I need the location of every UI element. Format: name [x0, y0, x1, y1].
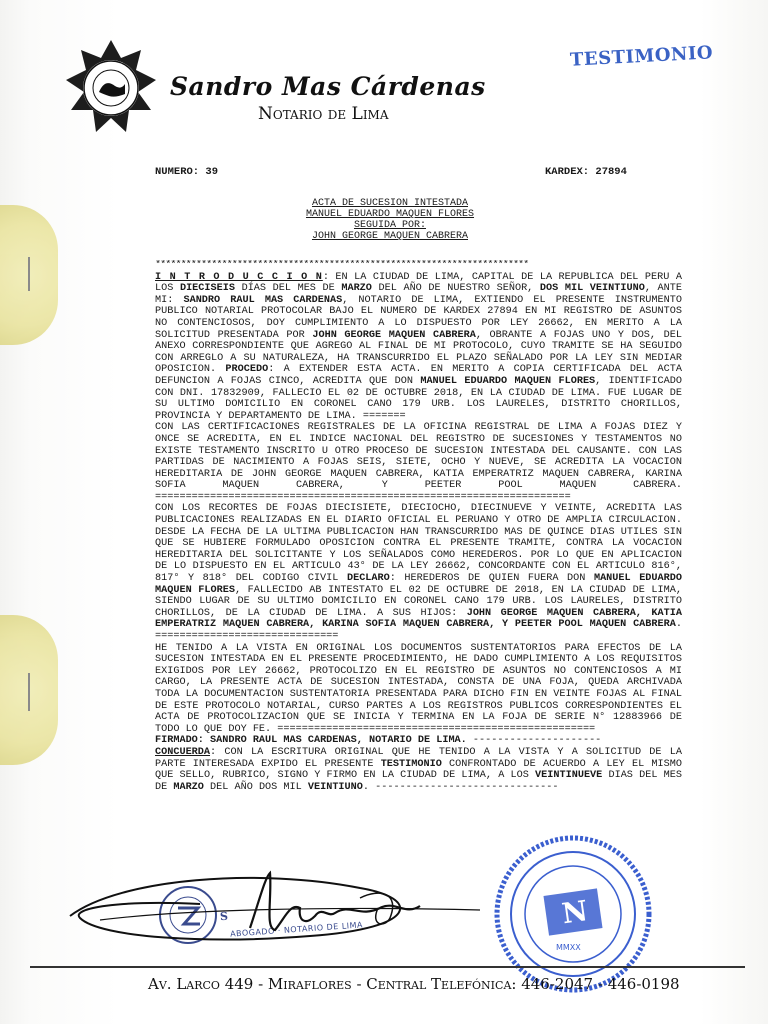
text-run: VEINTIUNO	[307, 781, 363, 793]
title-line: MANUEL EDUARDO MAQUEN FLORES	[305, 209, 475, 220]
paragraph-documentos: HE TENIDO A LA VISTA EN ORIGINAL LOS DOCUMENTOS SUSTENTATORIOS PARA EFECTOS DE LA SUCESION INTESTADA EN EL PRESENTE PROCEDIMIENTO, HE DADO CUMPLIMIENTO A LOS REQUISITOS EXIGIDOS POR LEY 26662, PROTOCOLIZO EN EL REGISTRO DE ASUNTOS NO CONTENCIOSOS A MI CARGO, LA PRESENTE ACTA DE SUCESION INTESTADA, CONSTA DE UNA FOJA, QUEDA ARCHIVADA TODA LA DOCUMENTACION SUSTENTATORIA PRESENTADA PARA DICHO FIN EN VEINTE FOJAS AL FINAL DE ESTE PROTOCOLO NOTARIAL, CURSO PARTES A LOS REGISTROS PUBLICOS CORRESPONDIENTES EL ACTA DE PROTOCOLIZACION QUE SE INICIA Y TERMINA EN LA FOJA DE SERIE N° 12883966 DE TODO LO QUE DOY FE. ====================================================	[155, 642, 682, 735]
footer-address: Av. Larco 449 - Miraflores - Central Telefónica: 446-2047 - 446-0198	[148, 975, 680, 993]
text-run: : EN LA CIUDAD DE LIMA, CAPITAL DE LA REPUBLICA DEL PERU A LOS	[155, 271, 682, 295]
document-title	[240, 198, 540, 242]
text-run: , ANTE MI:	[155, 283, 682, 306]
footer-divider	[30, 966, 745, 968]
text-run: : A EXTENDER ESTA ACTA. EN MERITO A COPIA CERTIFICADA DEL ACTA DEFUNCION A FOJAS CINCO, ACREDITA QUE DON	[155, 364, 683, 387]
paragraph-declaro	[155, 503, 682, 642]
text-run: FIRMADO: SANDRO RAUL MAS CARDENAS, NOTARIO DE LIMA.	[155, 735, 467, 747]
text-run: , IDENTIFICADO CON DNI. 17832909, FALLECIO EL 02 DE OCTUBRE 2018, EN LA CIUDAD DE LIMA. FUE LUGAR DE SU ULTIMO DOMICILIO EN CORONEL CANO 179 URB. LOS LAURELES, DISTRITO CHORILLOS, PROVINCIA Y DEPARTAMENTO DE LIMA. =======	[155, 375, 682, 422]
text-run: DEL AÑO DOS MIL	[203, 781, 308, 793]
text-run: , FALLECIDO AB INTESTATO EL 02 DE OCTUBRE DE 2018, EN LA CIUDAD DE LIMA, SIENDO LUGAR DE SU ULTIMO DOMICILIO EN CORONEL CANO 179 URB. LOS LAURELES, DISTRITO CHORILLOS, DE LA CIUDAD DE LIMA. A SUS HIJOS:	[155, 584, 682, 619]
title-line: JOHN GEORGE MAQUEN CABRERA	[311, 231, 469, 242]
intro-label: I N T R O D U C C I O N	[155, 271, 323, 283]
text-run: MARZO	[341, 283, 372, 295]
notary-name: Sandro Mas Cárdenas	[170, 72, 486, 101]
title-line: ACTA DE SUCESION INTESTADA	[311, 198, 469, 209]
title-line: SEGUIDA POR:	[353, 220, 426, 231]
svg-text:N: N	[559, 894, 590, 931]
text-run: MANUEL EDUARDO MAQUEN FLORES	[155, 573, 682, 596]
text-run: VEINTINUEVE	[535, 770, 603, 782]
paragraph-certificaciones: CON LAS CERTIFICACIONES REGISTRALES DE LA OFICINA REGISTRAL DE LIMA A FOJAS DIEZ Y ONCE SE ACREDITA, EN EL INDICE NACIONAL DEL REGISTRO DE SUCESIONES Y TESTAMENTOS NO EXISTE TESTAMENTO INSCRITO U OTRO PROCESO DE SUCESION INTESTADA DEL CAUSANTE. CON LAS PARTIDAS DE NACIMIENTO A FOJAS SEIS, SIETE, OCHO Y NUEVE, SE ACREDITA LA VOCACION HEREDITARIA DE JOHN GEORGE MAQUEN CABRERA, KATIA EMPERATRIZ MAQUEN CABRERA, KARINA SOFIA MAQUEN CABRERA, Y PEETER POOL MAQUEN CABRERA. ====================================================================	[155, 422, 682, 503]
text-run: TESTIMONIO	[380, 758, 442, 770]
text-run: , NOTARIO DE LIMA, EXTIENDO EL PRESENTE INSTRUMENTO PUBLICO NOTARIAL PROTOCOLAR BAJO EL NUMERO DE KARDEX 27894 EN MI REGISTRO DE ASUNTOS NO CONTENCIOSOS, DOY CUMPLIMIENTO A LO DISPUESTO POR LEY 26662, EN MERITO A LA SOLICITUD PRESENTADA POR	[155, 294, 682, 341]
notary-seal-right-icon	[488, 834, 658, 994]
star-divider: *************************************************************************	[155, 260, 529, 271]
text-run: CON LOS RECORTES DE FOJAS DIECISIETE, DIECIOCHO, DIECINUEVE Y VEINTE, ACREDITA LAS PUBLICACIONES REALIZADAS EN EL DIARIO OFICIAL EL PERUANO Y OTRO DE AMPLIA CIRCULACION. DESDE LA FECHA DE LA ULTIMA PUBLICACION HAN TRANSCURRIDO MAS DE QUINCE DIAS UTILES SIN QUE SE HUBIERE FORMULADO OPOSICION CONTRA EL PRESENTE TRAMITE, CONTRA LA VOCACION HEREDITARIA DEL SOLICITANTE Y LOS SEÑALADOS COMO HEREDEROS. POR LO QUE EN APLICACION DE LO DISPUESTO EN EL ARTICULO 43° DE LA LEY 26662, CONCORDANTE CON EL ARTICULO 816°, 817° Y 818° DEL CODIGO CIVIL	[155, 503, 682, 585]
text-run: , OBRANTE A FOJAS UNO Y DOS, DEL ANEXO CORRESPONDIENTE QUE AGREGO AL FINAL DE MI PROTOCOLO, CUYO TRAMITE SE HA SEGUIDO CON ARREGLO A SU NATURALEZA, HA TRANSCURRIDO EL PLAZO SEÑALADO POR LA LEY SIN MEDIAR OPOSICION.	[155, 329, 682, 376]
document-body	[155, 260, 682, 793]
notary-emblem-icon	[66, 40, 156, 140]
text-run: DIAS DEL MES DE	[155, 770, 682, 793]
text-run: PROCEDO	[225, 364, 269, 376]
seal-caption: ABOGADO · NOTARIO DE LIMA	[229, 920, 364, 939]
text-run: DIECISEIS	[179, 283, 235, 295]
text-run: JOHN GEORGE MAQUEN CABRERA, KATIA EMPERATRIZ MAQUEN CABRERA, KARINA SOFIA MAQUEN CABRERA, Y PEETER POOL MAQUEN CABRERA	[155, 607, 682, 631]
kardex-label: KARDEX: 27894	[545, 166, 627, 178]
text-run: CONCUERDA	[155, 746, 211, 758]
testimonio-stamp: TESTIMONIO	[569, 42, 714, 71]
staple	[28, 257, 30, 291]
numero-label: NUMERO: 39	[155, 166, 219, 178]
staple	[28, 673, 30, 711]
binder-tab	[0, 205, 58, 345]
paragraph-intro	[155, 272, 682, 423]
binder-tab	[0, 615, 58, 765]
text-run: ---------------------	[466, 735, 602, 747]
paragraph-concuerda	[155, 747, 682, 793]
text-run: SANDRO RAUL MAS CARDENAS	[183, 294, 343, 306]
text-run: MANUEL EDUARDO MAQUEN FLORES	[420, 375, 596, 387]
seal-year: MMXX	[556, 943, 581, 952]
text-run: CONFRONTADO DE ACUERDO A LEY EL MISMO QUE SELLO, RUBRICO, SIGNO Y FIRMO EN LA CIUDAD DE LIMA, A LOS	[155, 758, 682, 782]
text-run: : CON LA ESCRITURA ORIGINAL QUE HE TENIDO A LA VISTA Y A SOLICITUD DE LA PARTE INTERESADA EXPIDO EL PRESENTE	[155, 746, 682, 770]
notary-signature	[60, 858, 520, 958]
text-run: DEL AÑO DE NUESTRO SEÑOR,	[371, 283, 540, 295]
text-run: . ------------------------------	[362, 781, 559, 793]
text-run: JOHN GEORGE MAQUEN CABRERA	[312, 329, 476, 341]
text-run: DECLARO	[346, 573, 390, 585]
text-run: MARZO	[173, 781, 204, 793]
text-run: DOS MIL VEINTIUNO	[539, 283, 645, 295]
notary-subtitle: Notario de Lima	[258, 104, 389, 124]
text-run: . ==============================	[155, 619, 682, 642]
text-run: : HEREDEROS DE QUIEN FUERA DON	[389, 573, 594, 585]
seal-lettering: S	[219, 909, 230, 924]
text-run: DÍAS DEL MES DE	[234, 283, 342, 295]
paragraph-firmado	[155, 735, 682, 747]
